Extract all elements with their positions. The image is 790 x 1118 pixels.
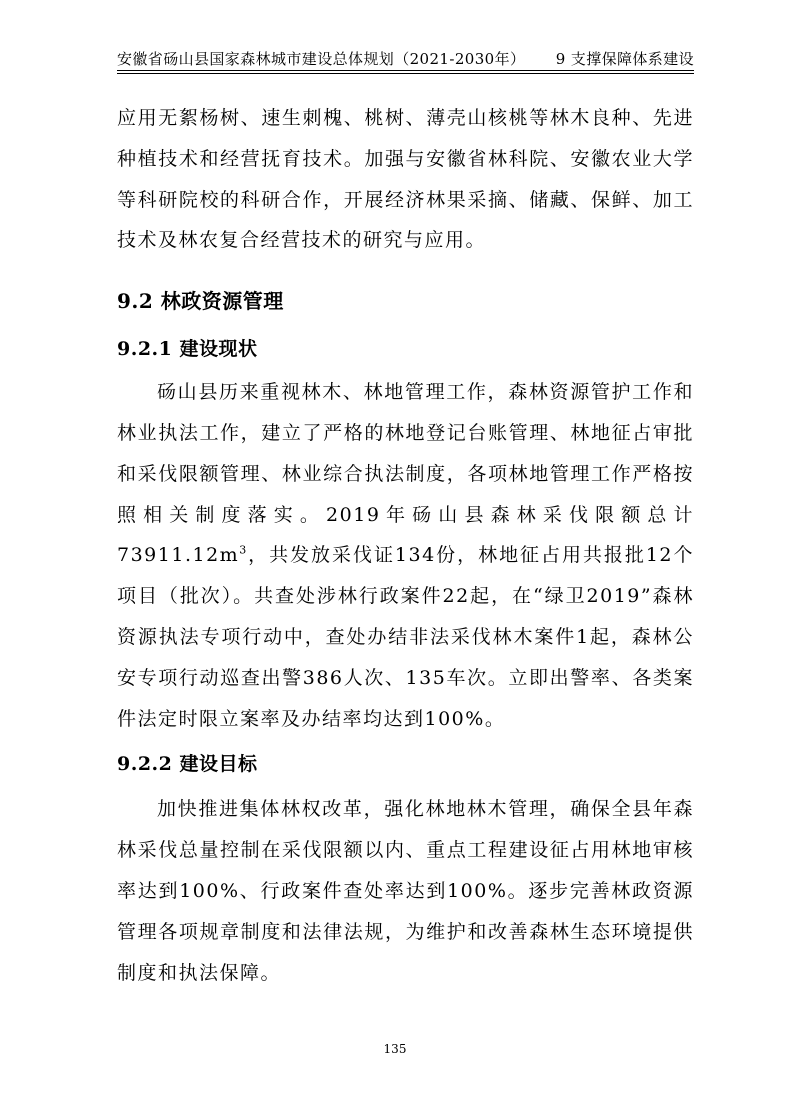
header-rule-thin bbox=[117, 73, 694, 74]
header-rule bbox=[117, 70, 694, 71]
intro-paragraph: 应用无絮杨树、速生刺槐、桃树、薄壳山核桃等林木良种、先进种植技术和经营抚育技术。加强与安徽省林科院、安徽农业大学等科研院校的科研合作，开展经济林果采摘、储藏、保鲜、加工技术及林农复合经营技术的研究与应用。 bbox=[117, 107, 694, 252]
page-body bbox=[117, 98, 694, 993]
section-heading-9-2: 9.2 林政资源管理 bbox=[117, 289, 284, 314]
subsection-heading-9-2-1: 9.2.1 建设现状 bbox=[117, 338, 258, 361]
status-text-part-1: 砀山县历来重视林木、林地管理工作，森林资源管护工作和林业执法工作，建立了严格的林地登记台账管理、林地征占审批和采伐限额管理、林业综合执法制度，各项林地管理工作严格按照相关制度落实。2019年砀山县森林采伐限额总计73911.12m bbox=[117, 381, 694, 567]
header-chapter-title: 9 支撑保障体系建设 bbox=[555, 50, 694, 68]
goal-paragraph: 加快推进集体林权改革，强化林地林木管理，确保全县年森林采伐总量控制在采伐限额以内、重点工程建设征占用林地审核率达到100%、行政案件查处率达到100%。逐步完善林政资源管理各项规章制度和法律法规，为维护和改善森林生态环境提供制度和执法保障。 bbox=[117, 798, 694, 984]
subsection-heading-9-2-2: 9.2.2 建设目标 bbox=[117, 753, 258, 776]
page-number: 135 bbox=[383, 1042, 407, 1056]
running-header bbox=[117, 46, 694, 68]
status-text-part-2: ，共发放采伐证134份，林地征占用共报批12个项目（批次）。共查处涉林行政案件22起，在“绿卫2019”森林资源执法专项行动中，查处办结非法采伐林木案件1起，森林公安专项行动巡查出警386人次、135车次。立即出警率、各类案件法定时限立案率及办结率均达到100%。 bbox=[117, 544, 694, 730]
status-paragraph bbox=[117, 372, 694, 739]
unit-superscript: 3 bbox=[239, 544, 248, 558]
header-document-title: 安徽省砀山县国家森林城市建设总体规划（2021-2030年） bbox=[117, 50, 526, 68]
